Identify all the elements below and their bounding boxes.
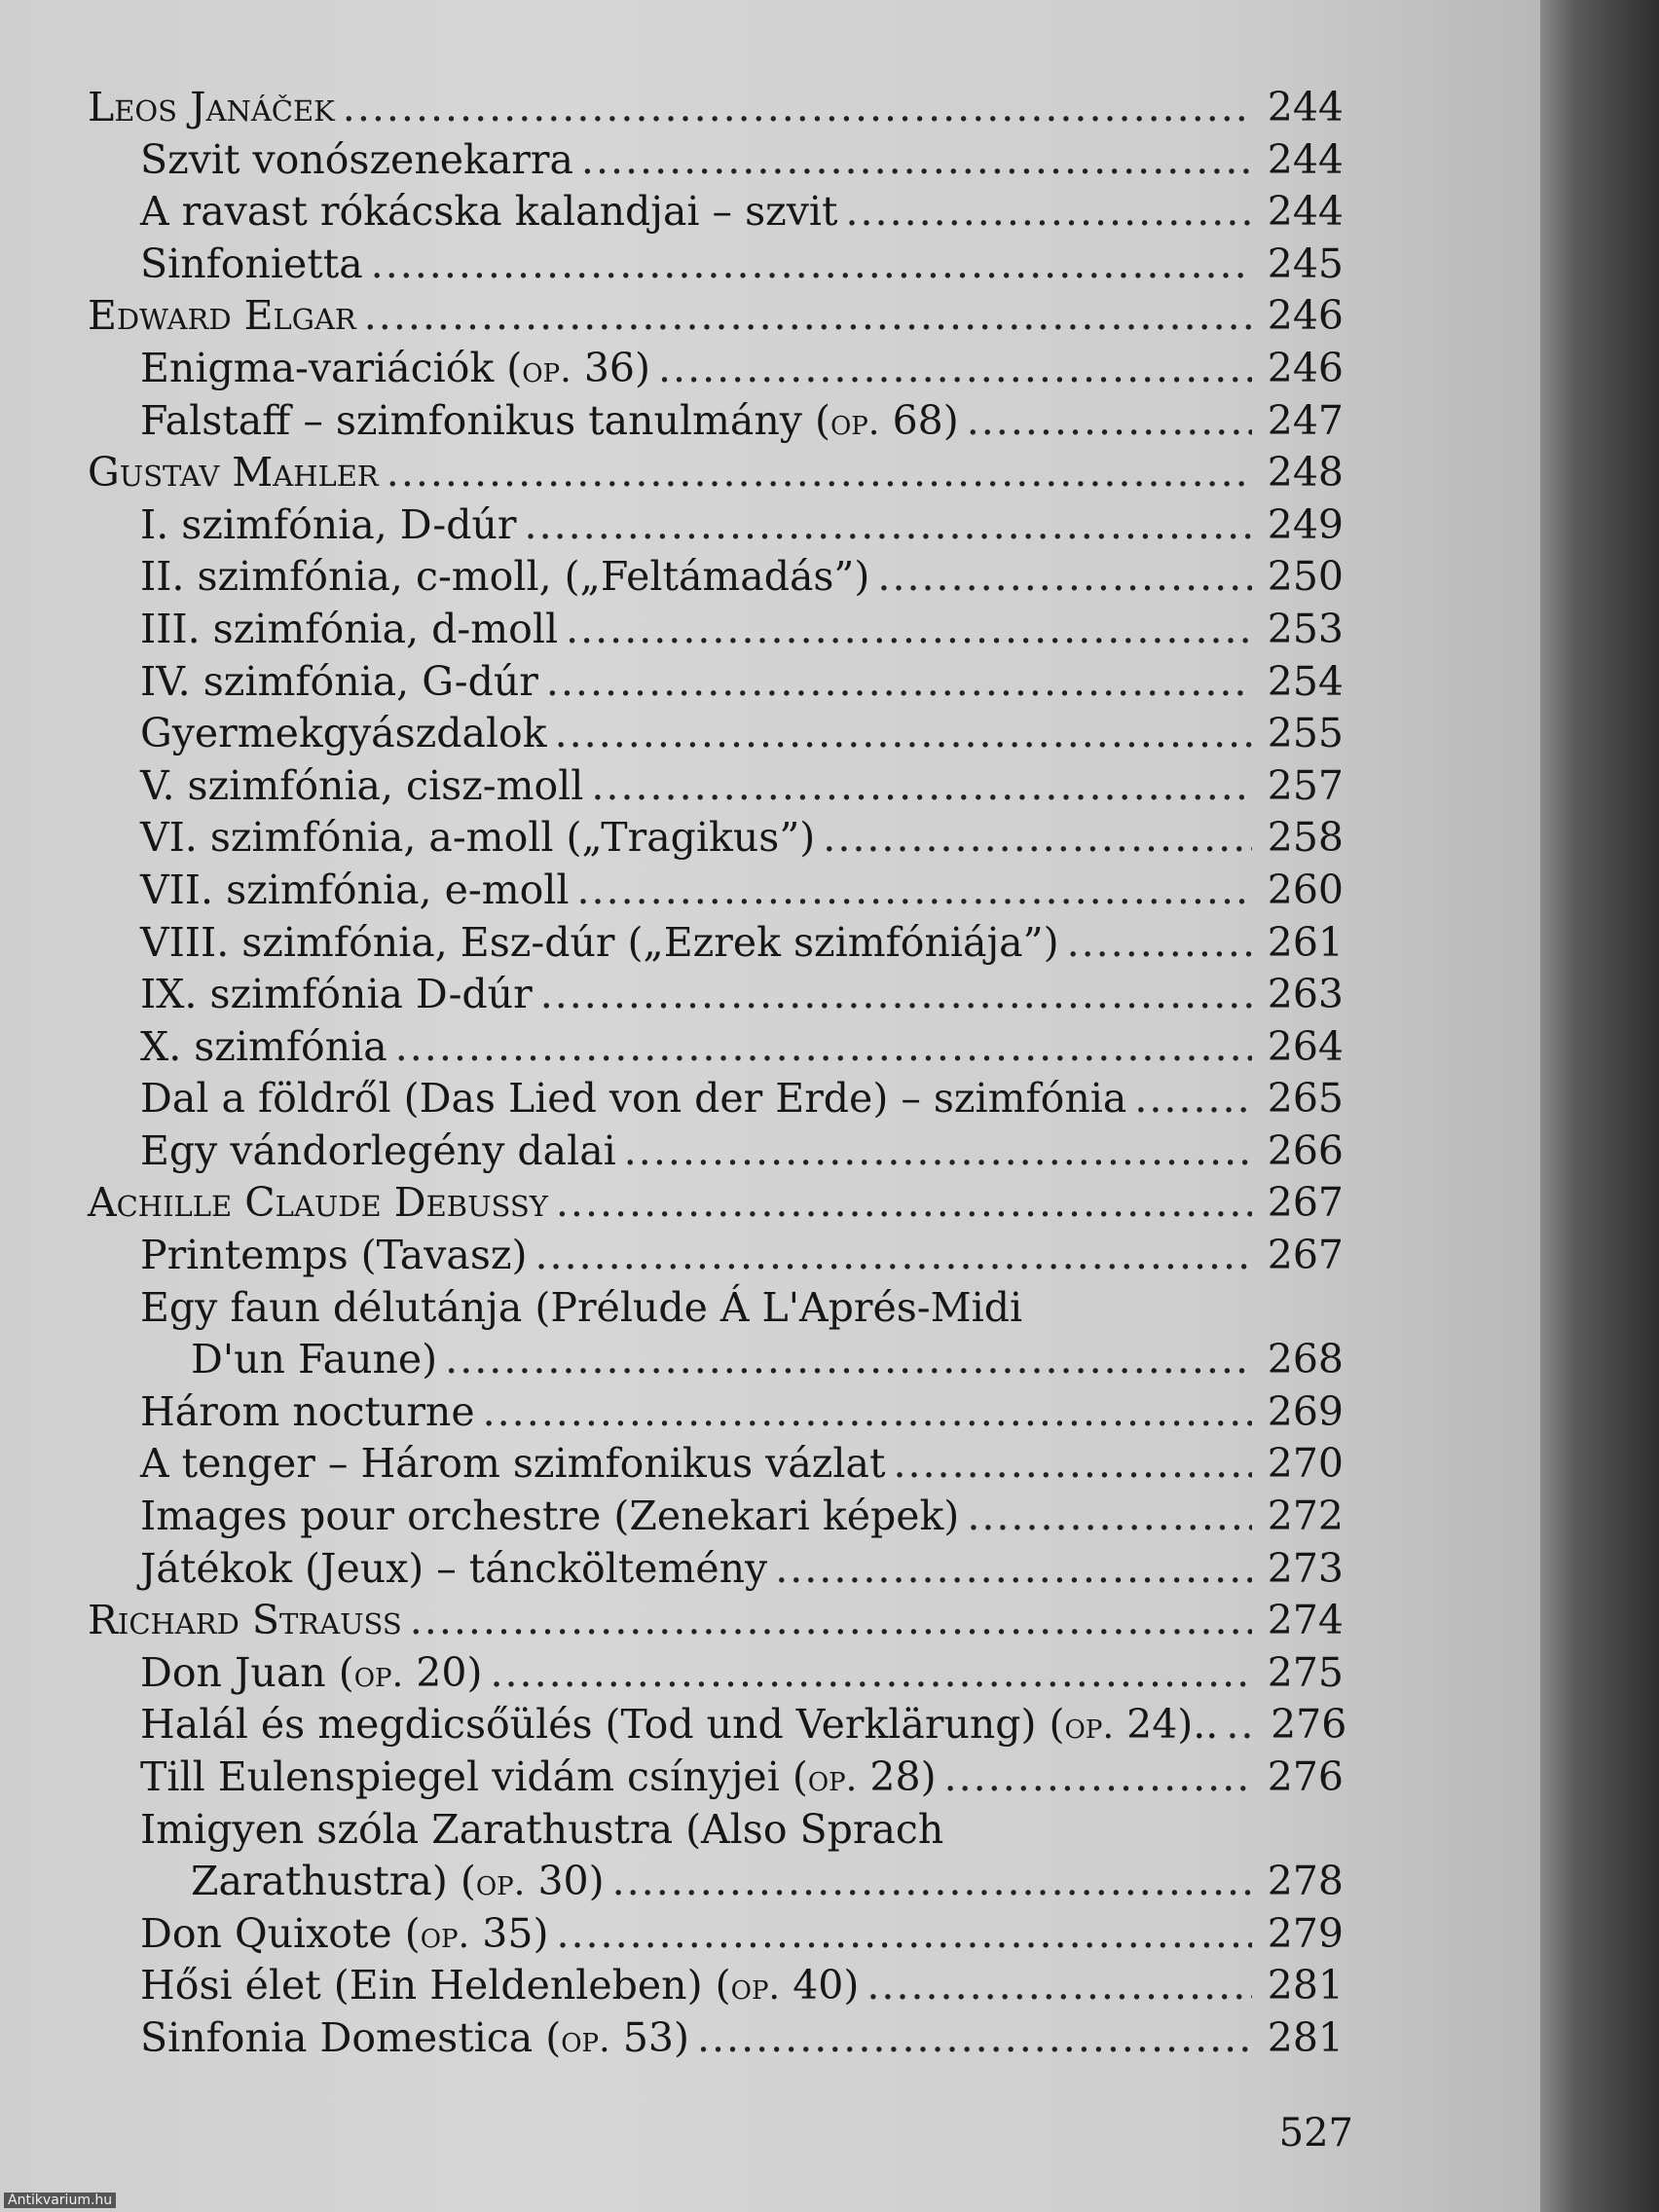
toc-work-row — [88, 1753, 1344, 1806]
work-title: D'un Faune) — [191, 1336, 438, 1383]
toc-work-row — [88, 240, 1344, 293]
work-title: Images pour orchestre (Zenekari képek) — [140, 1493, 960, 1540]
leader-dots — [371, 240, 1252, 287]
leader-dots — [555, 710, 1252, 756]
toc-work-row — [88, 1701, 1347, 1753]
work-title: Zarathustra) (op. 30) — [191, 1858, 605, 1905]
toc-page-number: 260 — [1267, 866, 1344, 913]
work-title: II. szimfónia, c-moll, („Feltámadás”) — [140, 553, 870, 601]
work-title: Gyermekgyászdalok — [140, 710, 547, 757]
toc-composer-row — [88, 84, 1344, 136]
work-title: VIII. szimfónia, Esz-dúr („Ezrek szimfóniája”) — [140, 918, 1059, 966]
leader-dots — [967, 1493, 1252, 1539]
work-title: Printemps (Tavasz) — [140, 1232, 528, 1279]
leader-dots — [525, 501, 1252, 548]
work-title: A tenger – Három szimfonikus vázlat — [140, 1440, 886, 1488]
toc-page-number: 275 — [1267, 1648, 1344, 1696]
leader-dots — [581, 136, 1252, 183]
work-title: Halál és megdicsőülés (Tod und Verklärung) (op. 24).. — [140, 1701, 1219, 1749]
work-title: Don Quixote (op. 35) — [140, 1909, 549, 1957]
work-title: IX. szimfónia D-dúr — [140, 971, 533, 1018]
toc-page-number: 267 — [1267, 1232, 1344, 1279]
leader-dots — [540, 971, 1252, 1017]
toc-work-row — [88, 1545, 1344, 1598]
toc-page-number: 255 — [1267, 710, 1344, 757]
leader-dots — [612, 1858, 1252, 1904]
work-title: IV. szimfónia, G-dúr — [140, 657, 538, 705]
work-title: Don Juan (op. 20) — [140, 1648, 483, 1696]
toc-page-number: 250 — [1267, 553, 1344, 601]
work-title: Imigyen szóla Zarathustra (Also Sprach — [140, 1805, 944, 1853]
toc-work-row — [88, 1858, 1344, 1910]
toc-work-row — [88, 710, 1344, 762]
composer-name: Richard Strauss — [88, 1597, 402, 1644]
leader-dots — [410, 1597, 1252, 1643]
book-spine — [1540, 0, 1659, 2212]
work-title: Sinfonia Domestica (op. 53) — [140, 2013, 689, 2061]
toc-page-number: 257 — [1267, 761, 1344, 809]
toc-page-number: 253 — [1267, 605, 1344, 652]
work-title: III. szimfónia, d-moll — [140, 605, 559, 652]
toc-composer-row — [88, 292, 1344, 345]
toc-work-row — [88, 1023, 1344, 1076]
toc-work-row — [88, 606, 1344, 658]
toc-work-row — [88, 1388, 1344, 1441]
composer-name: Achille Claude Debussy — [88, 1179, 548, 1227]
work-title: Három nocturne — [140, 1387, 475, 1435]
work-title: Falstaff – szimfonikus tanulmány (op. 68) — [140, 396, 959, 444]
composer-name: Gustav Mahler — [88, 449, 379, 497]
toc-work-row — [88, 2014, 1344, 2067]
leader-dots — [535, 1232, 1253, 1278]
toc-work-row — [88, 501, 1344, 554]
leader-dots — [591, 762, 1252, 809]
work-title: Enigma-variációk (op. 36) — [140, 344, 651, 391]
toc-work-row — [88, 1806, 1344, 1859]
toc-page-number: 249 — [1267, 500, 1344, 548]
leader-dots — [577, 866, 1253, 913]
leader-dots — [845, 188, 1252, 235]
leader-dots — [823, 814, 1252, 861]
leader-dots — [395, 1023, 1252, 1070]
table-of-contents — [88, 84, 1347, 2067]
leader-dots — [343, 84, 1252, 130]
toc-page-number: 279 — [1267, 1909, 1344, 1957]
toc-work-row — [88, 136, 1344, 189]
work-title: Hősi élet (Ein Heldenleben) (op. 40) — [140, 1962, 860, 2009]
toc-page-number: 247 — [1267, 396, 1344, 444]
leader-dots — [490, 1649, 1252, 1696]
toc-work-row — [88, 397, 1344, 450]
toc-page-number: 265 — [1267, 1075, 1344, 1123]
leader-dots — [546, 658, 1252, 705]
toc-page-number: 267 — [1267, 1179, 1344, 1227]
work-title: V. szimfónia, cisz-moll — [140, 761, 584, 809]
toc-work-row — [88, 762, 1344, 815]
work-title: X. szimfónia — [140, 1022, 387, 1070]
toc-work-row — [88, 188, 1344, 240]
toc-work-row — [88, 1493, 1344, 1545]
leader-dots — [866, 1962, 1252, 2009]
toc-page-number: 263 — [1267, 971, 1344, 1018]
leader-dots — [877, 553, 1252, 600]
work-title: Egy vándorlegény dalai — [140, 1126, 616, 1174]
toc-work-row — [88, 345, 1344, 397]
toc-work-row — [88, 1075, 1344, 1127]
toc-page-number: 258 — [1267, 814, 1344, 862]
leader-dots — [893, 1440, 1252, 1487]
work-title: A ravast rókácska kalandjai – szvit — [140, 188, 838, 236]
leader-dots — [483, 1388, 1252, 1435]
toc-composer-row — [88, 1597, 1344, 1649]
leader-dots — [1226, 1701, 1255, 1748]
leader-dots — [566, 606, 1252, 652]
toc-page-number: 254 — [1267, 657, 1344, 705]
toc-page-number: 274 — [1267, 1597, 1344, 1644]
toc-work-row — [88, 1440, 1344, 1493]
toc-work-row — [88, 971, 1344, 1023]
toc-work-row — [88, 1336, 1344, 1388]
toc-work-row — [88, 1232, 1344, 1284]
work-title: Egy faun délutánja (Prélude Á L'Aprés-Midi — [140, 1283, 1023, 1331]
leader-dots — [556, 1179, 1252, 1226]
toc-work-row — [88, 814, 1344, 866]
toc-page-number: 269 — [1267, 1387, 1344, 1435]
toc-page-number: 281 — [1267, 2013, 1344, 2061]
leader-dots — [556, 1910, 1252, 1957]
toc-work-row — [88, 553, 1344, 606]
toc-work-row — [88, 866, 1344, 919]
toc-composer-row — [88, 449, 1344, 501]
toc-page-number: 244 — [1267, 188, 1344, 236]
toc-page-number: 276 — [1267, 1753, 1344, 1800]
leader-dots — [658, 345, 1252, 391]
work-title: Játékok (Jeux) – táncköltemény — [140, 1544, 768, 1592]
toc-work-row — [88, 1649, 1344, 1702]
leader-dots — [624, 1127, 1252, 1174]
composer-name: Edward Elgar — [88, 292, 356, 340]
work-title: Sinfonietta — [140, 240, 363, 287]
toc-page-number: 264 — [1267, 1022, 1344, 1070]
leader-dots — [697, 2014, 1252, 2061]
toc-page-number: 268 — [1267, 1336, 1344, 1383]
toc-work-row — [88, 658, 1344, 711]
leader-dots — [364, 292, 1252, 339]
work-title: VI. szimfónia, a-moll („Tragikus”) — [140, 814, 816, 862]
toc-composer-row — [88, 1179, 1344, 1232]
toc-work-row — [88, 1284, 1344, 1337]
toc-page-number: 272 — [1267, 1493, 1344, 1540]
toc-work-row — [88, 1962, 1344, 2014]
work-title: Dal a földről (Das Lied von der Erde) – szimfónia — [140, 1075, 1127, 1123]
toc-page-number: 248 — [1267, 449, 1344, 497]
toc-page-number: 266 — [1267, 1126, 1344, 1174]
watermark: Antikvarium.hu — [4, 2193, 116, 2208]
toc-page-number: 246 — [1267, 344, 1344, 391]
toc-work-row — [88, 1910, 1344, 1963]
toc-page-number: 244 — [1267, 84, 1344, 130]
toc-page-number: 273 — [1267, 1544, 1344, 1592]
page-number: 527 — [1278, 2111, 1353, 2156]
composer-name: Leos Janáček — [88, 84, 335, 130]
toc-work-row — [88, 1127, 1344, 1180]
toc-page-number: 270 — [1267, 1440, 1344, 1488]
leader-dots — [967, 397, 1252, 444]
leader-dots — [1134, 1075, 1252, 1122]
toc-work-row — [88, 919, 1344, 972]
work-title: Till Eulenspiegel vidám csínyjei (op. 28) — [140, 1753, 937, 1800]
work-title: I. szimfónia, D-dúr — [140, 500, 517, 548]
leader-dots — [445, 1336, 1252, 1382]
work-title: Szvit vonószenekarra — [140, 135, 573, 183]
toc-page-number: 278 — [1267, 1858, 1344, 1905]
work-title: VII. szimfónia, e-moll — [140, 866, 570, 913]
leader-dots — [944, 1753, 1252, 1800]
toc-page-number: 276 — [1271, 1701, 1347, 1749]
toc-page-number: 281 — [1267, 1962, 1344, 2009]
leader-dots — [775, 1545, 1252, 1592]
toc-page-number: 246 — [1267, 292, 1344, 340]
toc-page-number: 245 — [1267, 240, 1344, 287]
toc-page-number: 244 — [1267, 135, 1344, 183]
leader-dots — [1067, 919, 1252, 966]
toc-page-number: 261 — [1267, 918, 1344, 966]
leader-dots — [387, 449, 1252, 496]
